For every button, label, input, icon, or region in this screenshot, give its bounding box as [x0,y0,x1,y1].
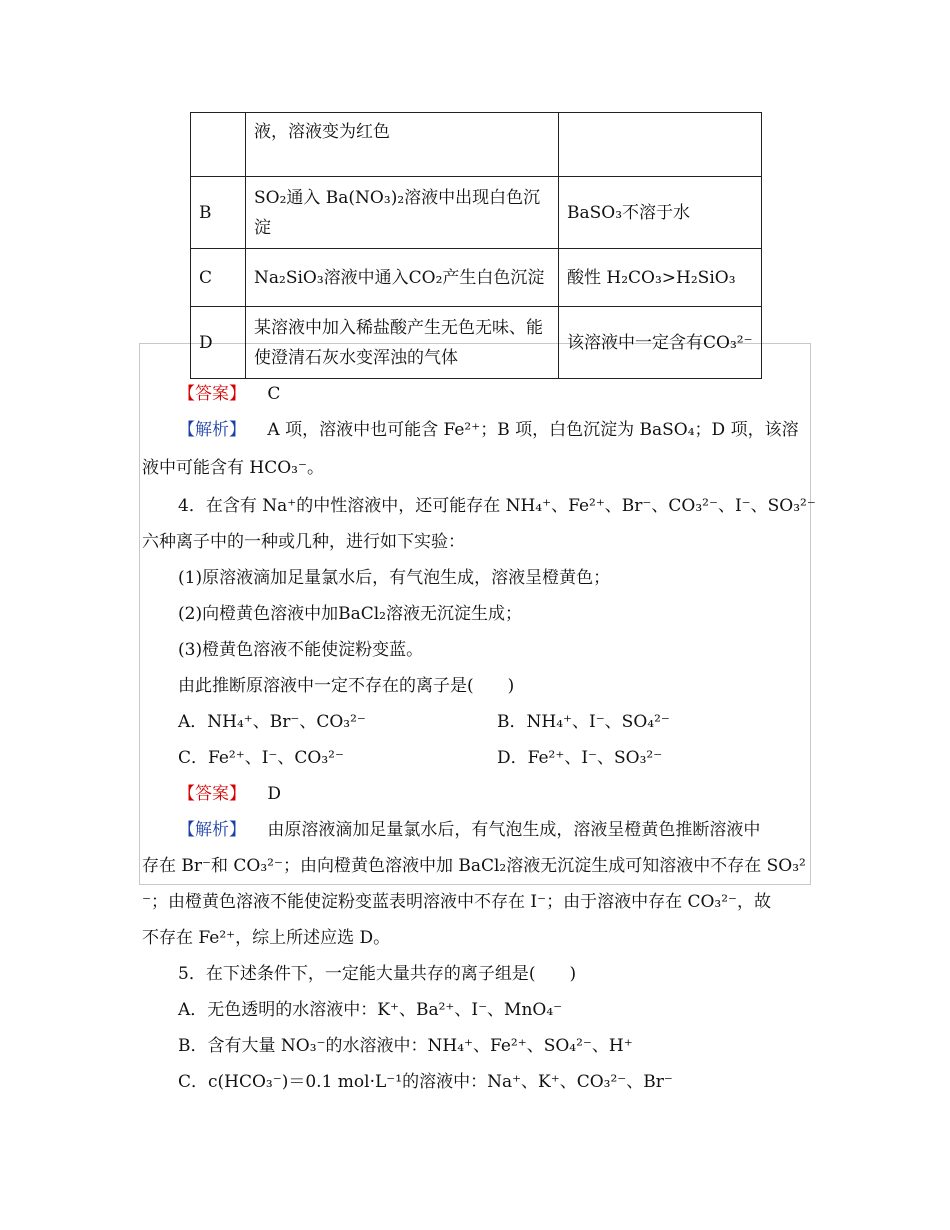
operation-cell: Na₂SiO₃溶液中通入CO₂产生白色沉淀 [246,249,559,307]
conclusion-cell: 酸性 H₂CO₃>H₂SiO₃ [559,249,762,307]
conclusion-cell: BaSO₃不溶于水 [559,177,762,249]
option-cell: C [191,249,246,307]
answer-value: D [267,784,282,804]
option-cell: D [191,307,246,379]
answer-value: C [267,384,281,404]
option-cell: B [191,177,246,249]
q4-option-b: B．NH₄⁺、I⁻、SO₄²⁻ [497,712,670,732]
q3-analysis-line [178,418,799,442]
q4-stem-line1: 4．在含有 Na⁺的中性溶液中，还可能存在 NH₄⁺、Fe²⁺、Br⁻、CO₃²⁻、I⁻、SO₃²⁻ [178,496,816,516]
q4-step-2: (2)向橙黄色溶液中加BaCl₂溶液无沉淀生成； [178,604,522,624]
experiment-table [190,112,762,379]
operation-cell: 某溶液中加入稀盐酸产生无色无味、能使澄清石灰水变浑浊的气体 [246,307,559,379]
table-row [191,249,762,307]
q3-analysis-cont: 液中可能含有 HCO₃⁻。 [142,458,324,478]
q5-option-c: C．c(HCO₃⁻)＝0.1 mol·L⁻¹的溶液中：Na⁺、K⁺、CO₃²⁻、Br⁻ [178,1072,673,1092]
q4-analysis-line [178,818,760,842]
table-row [191,307,762,379]
answer-tag: 【答案】 [178,384,246,404]
conclusion-cell: 该溶液中一定含有CO₃²⁻ [559,307,762,379]
q4-stem-line2: 六种离子中的一种或几种，进行如下实验： [142,532,465,552]
analysis-text: 由原溶液滴加足量氯水后，有气泡生成，溶液呈橙黄色推断溶液中 [267,820,761,840]
q4-option-c: C．Fe²⁺、I⁻、CO₃²⁻ [178,748,344,768]
q5-option-b: B．含有大量 NO₃⁻的水溶液中：NH₄⁺、Fe²⁺、SO₄²⁻、H⁺ [178,1036,633,1056]
q3-answer-line [178,382,280,406]
answer-tag: 【答案】 [178,784,246,804]
option-cell [191,113,246,177]
operation-cell: 液，溶液变为红色 [246,113,559,177]
table-row [191,177,762,249]
q4-option-a: A．NH₄⁺、Br⁻、CO₃²⁻ [178,712,366,732]
q4-analysis-cont-2: ⁻；由橙黄色溶液不能使淀粉变蓝表明溶液中不存在 I⁻；由于溶液中存在 CO₃²⁻，故 [142,892,772,912]
q4-step-1: (1)原溶液滴加足量氯水后，有气泡生成，溶液呈橙黄色； [178,568,611,588]
analysis-tag: 【解析】 [178,420,246,440]
operation-cell: SO₂通入 Ba(NO₃)₂溶液中出现白色沉淀 [246,177,559,249]
q4-analysis-cont-1: 存在 Br⁻和 CO₃²⁻；由向橙黄色溶液中加 BaCl₂溶液无沉淀生成可知溶液中不存在 SO₃² [142,856,806,876]
q5-option-a: A．无色透明的水溶液中：K⁺、Ba²⁺、I⁻、MnO₄⁻ [178,1000,563,1020]
table-row [191,113,762,177]
q4-option-d: D．Fe²⁺、I⁻、SO₃²⁻ [497,748,663,768]
analysis-text: A 项，溶液中也可能含 Fe²⁺；B 项，白色沉淀为 BaSO₄；D 项，该溶 [267,420,799,440]
conclusion-cell [559,113,762,177]
q4-analysis-cont-3: 不存在 Fe²⁺，综上所述应选 D。 [142,928,391,948]
q4-answer-line [178,782,281,806]
q5-stem: 5．在下述条件下，一定能大量共存的离子组是( ) [178,964,577,984]
analysis-tag: 【解析】 [178,820,246,840]
q4-step-3: (3)橙黄色溶液不能使淀粉变蓝。 [178,640,424,660]
q4-question: 由此推断原溶液中一定不存在的离子是( ) [178,676,515,696]
